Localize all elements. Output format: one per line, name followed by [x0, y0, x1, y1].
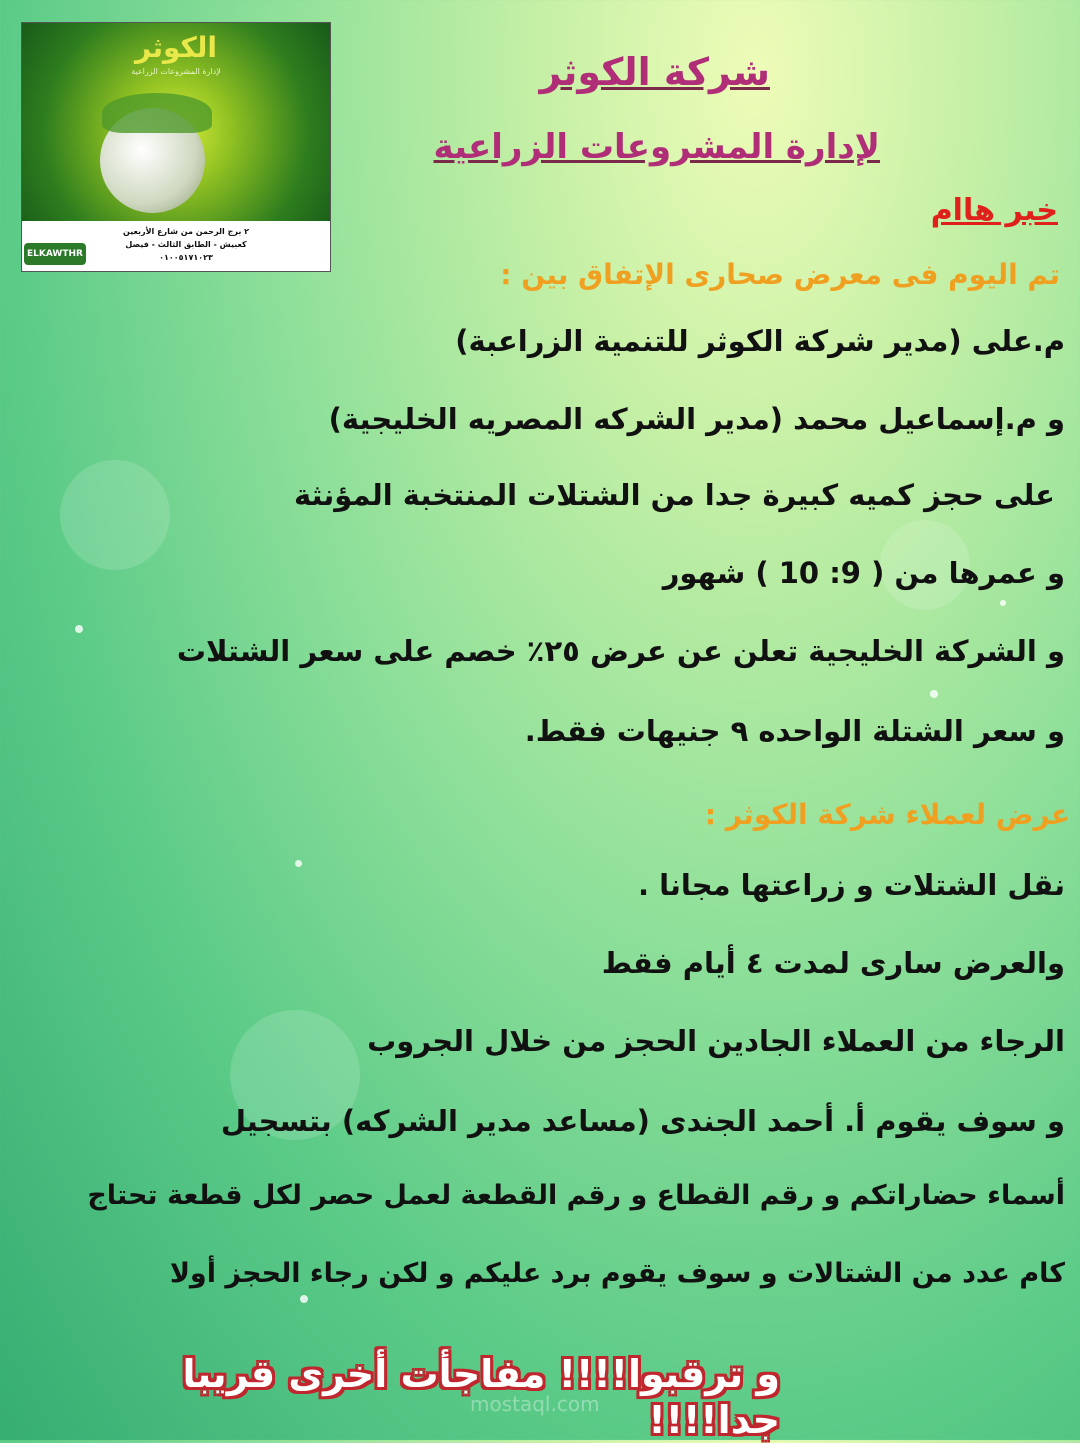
offer-heading: عرض لعملاء شركة الكوثر :: [704, 798, 1070, 831]
logo-address-1: ٢ برج الرحمن من شارع الأربعين: [123, 227, 249, 236]
intro-heading: تم اليوم فى معرض صحارى الإتفاق بين :: [500, 258, 1060, 291]
body-line: م.على (مدير شركة الكوثر للتنمية الزراعبة): [455, 324, 1065, 358]
sparkle: [75, 625, 83, 633]
logo-address-2: كعبيش - الطابق الثالث - فيصل: [125, 240, 247, 249]
logo-badge: ELKAWTHR: [24, 243, 86, 265]
body-line: و سعر الشتلة الواحده ٩ جنيهات فقط.: [524, 714, 1065, 748]
sparkle: [300, 1295, 308, 1303]
body-line: و سوف يقوم أ. أحمد الجندى (مساعد مدير الشركه) بتسجيل: [220, 1104, 1065, 1138]
news-label: خبر هاام: [930, 193, 1058, 228]
decorative-bubble: [60, 460, 170, 570]
body-line: و م.إسماعيل محمد (مدير الشركه المصريه الخليجية): [328, 402, 1065, 436]
logo-phone: ٠١٠٠٥١٧١٠٢٣: [159, 253, 213, 262]
logo-tagline: لإدارة المشروعات الزراعية: [131, 67, 221, 76]
body-line: أسماء حضاراتكم و رقم القطاع و رقم القطعة لعمل حصر لكل قطعة تحتاج: [87, 1180, 1065, 1211]
body-line: الرجاء من العملاء الجادين الحجز من خلال الجروب: [367, 1024, 1065, 1058]
body-line: على حجز كميه كبيرة جدا من الشتلات المنتخبة المؤنثة: [293, 478, 1055, 512]
body-line: و عمرها من ( 9: 10 ) شهور: [662, 556, 1065, 590]
body-line: كام عدد من الشتالات و سوف يقوم برد عليكم و لكن رجاء الحجز أولا: [169, 1258, 1065, 1289]
page-title: شركة الكوثر: [539, 50, 770, 94]
watermark: mostaql.com: [470, 1392, 600, 1416]
body-line: والعرض سارى لمدت ٤ أيام فقط: [601, 946, 1065, 980]
body-line: نقل الشتلات و زراعتها مجانا .: [637, 868, 1065, 902]
body-line: و الشركة الخليجية تعلن عن عرض ٢٥٪ خصم على سعر الشتلات: [176, 634, 1065, 668]
sparkle: [295, 860, 302, 867]
logo-brand: الكوثر: [135, 31, 217, 64]
sparkle: [1000, 600, 1006, 606]
leaves-icon: [102, 93, 212, 133]
closing-banner: و ترقبوا!!!! مفاجأت أخرى قريبا جدا!!!!: [182, 1352, 780, 1442]
company-logo-ad: [21, 22, 331, 272]
page-subtitle: لإدارة المشروعات الزراعية: [433, 127, 880, 167]
sparkle: [930, 690, 938, 698]
